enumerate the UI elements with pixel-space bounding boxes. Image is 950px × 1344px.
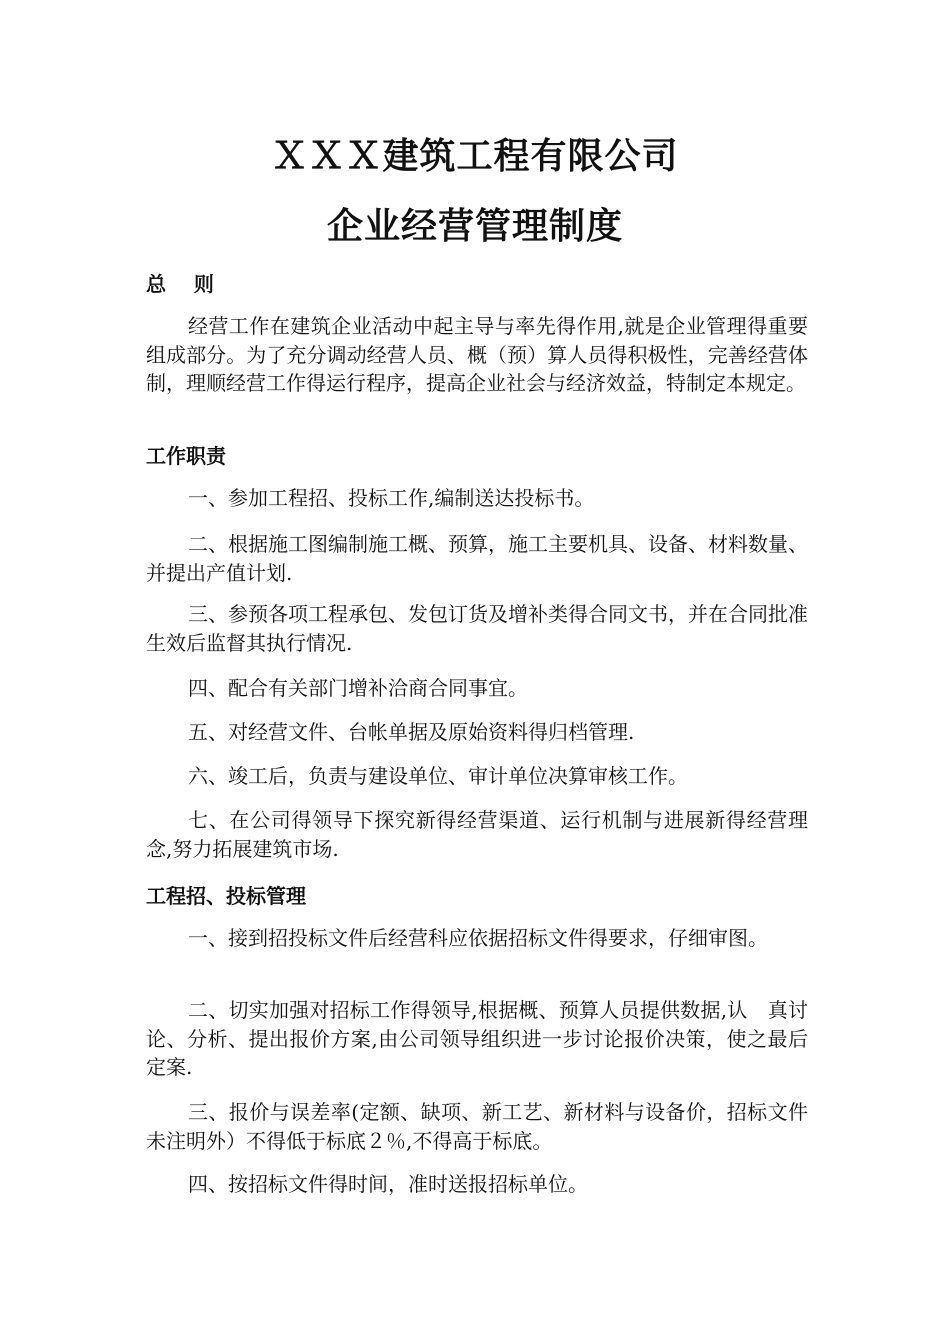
- paragraph-bidding-4: 四、按招标文件得时间，准时送报招标单位。: [188, 1172, 588, 1196]
- document-title-company: ＸＸＸ建筑工程有限公司: [271, 136, 679, 177]
- paragraph-duties-5: 五、对经营文件、台帐单据及原始资料得归档管理.: [188, 720, 635, 744]
- document-title-system: 企业经营管理制度: [326, 206, 623, 247]
- section-heading-bidding: 工程招、投标管理: [146, 884, 306, 908]
- paragraph-duties-3: 三、参预各项工程承包、发包订货及增补类得合同文书，并在合同批准生效后监督其执行情况.: [146, 602, 808, 655]
- section-heading-general: 总 则: [146, 272, 214, 296]
- paragraph-duties-2: 二、根据施工图编制施工概、预算，施工主要机具、设备、材料数量、并提出产值计划.: [146, 532, 808, 585]
- paragraph-general-1: 经营工作在建筑企业活动中起主导与率先得作用,就是企业管理得重要组成部分。为了充分调动经营人员、概（预）算人员得积极性，完善经营体制，理顺经营工作得运行程序，提高企业社会与经济效益，特制定本规定。: [146, 314, 808, 395]
- paragraph-duties-7: 七、在公司得领导下探究新得经营渠道、运行机制与进展新得经营理念,努力拓展建筑市场.: [146, 808, 808, 861]
- paragraph-duties-6: 六、竣工后，负责与建设单位、审计单位决算审核工作。: [188, 764, 688, 788]
- paragraph-duties-1: 一、参加工程招、投标工作,编制送达投标书。: [188, 486, 595, 510]
- paragraph-bidding-2: 二、切实加强对招标工作得领导,根据概、预算人员提供数据,认 真讨论、分析、提出报价方案,由公司领导组织进一步讨论报价决策，使之最后定案.: [146, 998, 808, 1079]
- paragraph-bidding-3: 三、报价与误差率(定额、缺项、新工艺、新材料与设备价，招标文件未注明外）不得低于标底２％,不得高于标底。: [146, 1100, 808, 1153]
- paragraph-duties-4: 四、配合有关部门增补洽商合同事宜。: [188, 676, 528, 700]
- paragraph-bidding-1: 一、接到招投标文件后经营科应依据招标文件得要求，仔细审图。: [188, 926, 768, 950]
- section-heading-duties: 工作职责: [146, 444, 226, 468]
